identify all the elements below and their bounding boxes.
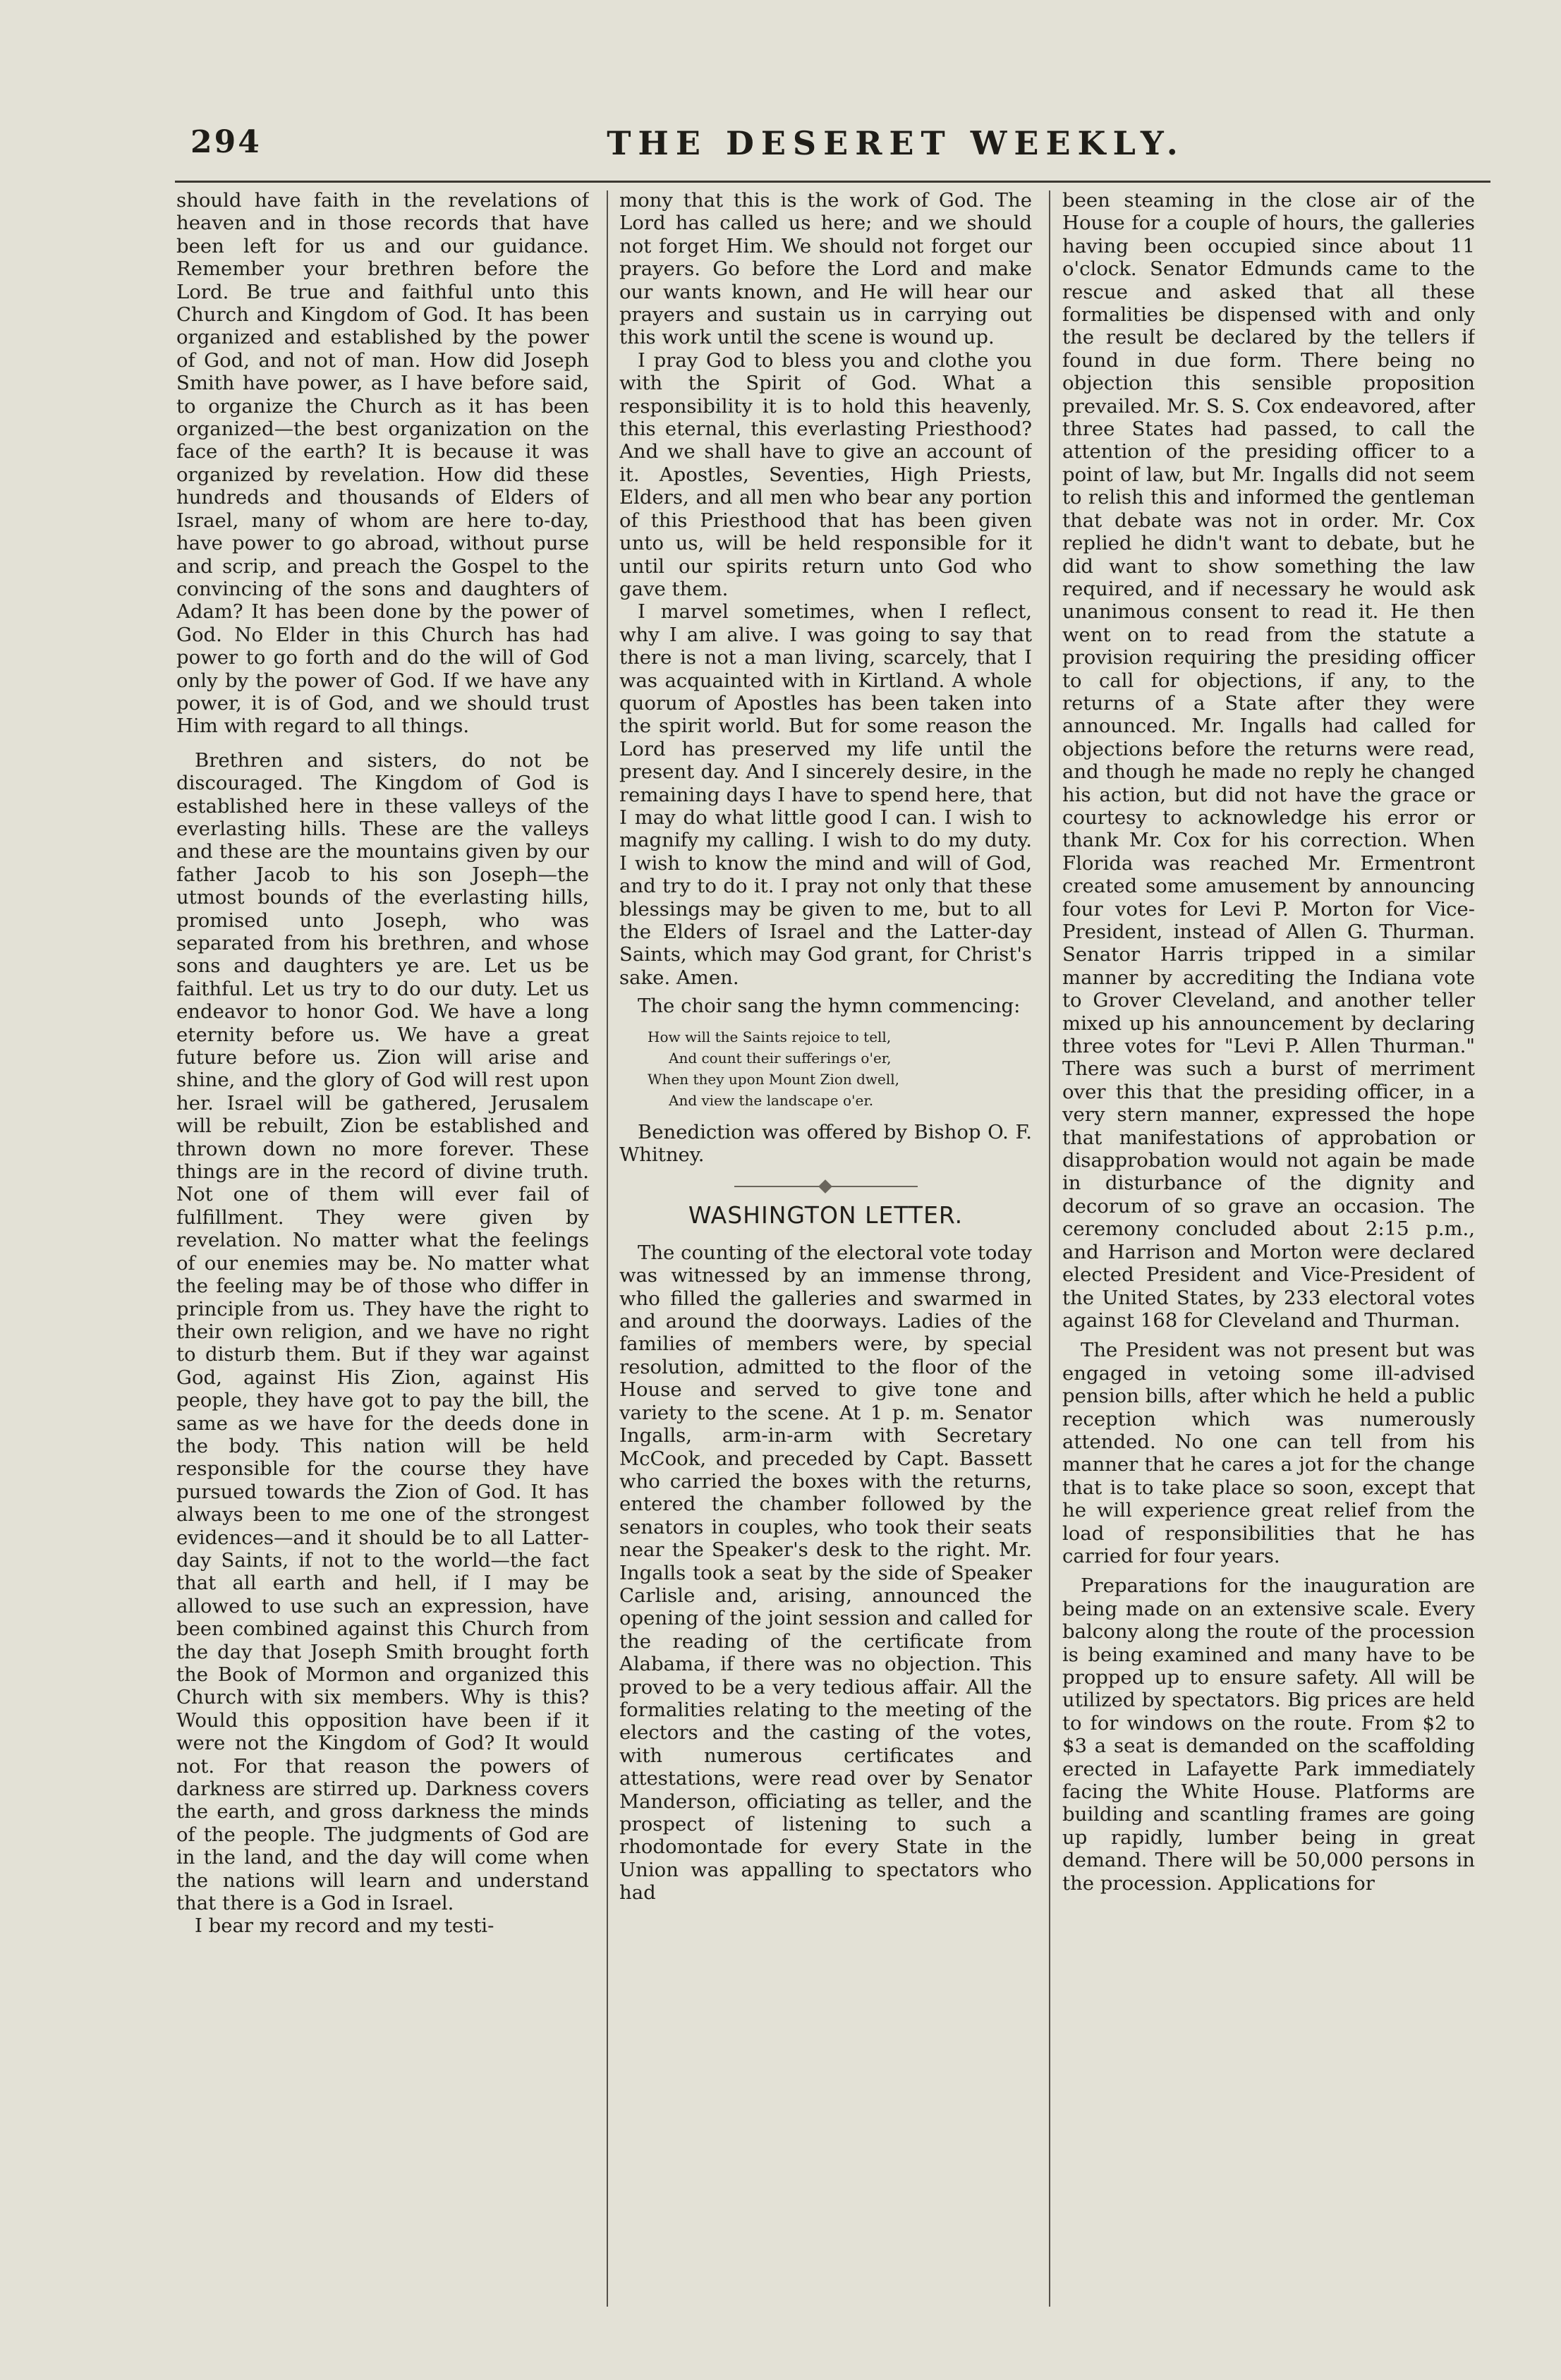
section-heading: WASHINGTON LETTER.: [688, 1201, 964, 1230]
column-2-paragraph: I pray God to bless you and clothe you with the Spirit of God. What a responsibility it is to hold this heavenly, this eternal, this everlasting Priesthood? And we shall have to give an account of it. Apostles, Seventies, High Priests, Elders, and all men who bear any portion of this Priesthood that has been given unto us, will be held responsible for it until our spirits return unto God who gave them.: [619, 348, 1032, 600]
column-2-paragraph: The choir sang the hymn commencing:: [638, 995, 1021, 1018]
column-divider: [607, 190, 608, 2307]
hymn-verse: [619, 1026, 1032, 1111]
column-2-paragraph: I marvel sometimes, when I reflect, why I am alive. I was going to say that there is not a man living, scarcely, that I was acquainted with in Kirtland. A whole quorum of Apostles has been taken into the spirit world. But for some reason the Lord has preserved my life until the present day. And I sincerely desire, in the remaining days I have to spend here, that I may do what little good I can. I wish to magnify my calling. I wish to do my duty. I wish to know the mind and will of God, and try to do it. I pray not only that these blessings may be given to me, but to all the Elders of Israel and the Latter-day Saints, which may God grant, for Christ's sake. Amen.: [619, 600, 1032, 989]
masthead-title: THE DESERET WEEKLY.: [607, 124, 1185, 162]
hymn-line: When they upon Mount Zion dwell,: [648, 1070, 900, 1088]
column-2-paragraph: Benediction was offered by Bishop O. F. Whitney.: [619, 1120, 1032, 1167]
page-header: [190, 124, 1502, 174]
header-rule: [175, 181, 1490, 183]
column-1-paragraph: should have faith in the revelations of heaven and in those records that have been left for us and our guidance. Remember your brethren before the Lord. Be true and faithful unto this Church and Kingdom of God. It has been organized and established by the power of God, and not of man. How did Joseph Smith have power, as I have before said, to organize the Church as it has been organized—the best organization on the face of the earth? It is because it was organized by revelation. How did these hundreds and thousands of Elders of Israel, many of whom are here to-day, have power to go abroad, without purse and scrip, and preach the Gospel to the convincing of the sons and daughters of Adam? It has been done by the power of God. No Elder in this Church has had power to go forth and do the will of God only by the power of God. If we have any power, it is of God, and we should trust Him with regard to all things.: [176, 189, 589, 738]
column-2-paragraph: The counting of the electoral vote today was witnessed by an immense throng, who filled the galleries and swarmed in and around the doorways. Ladies of the families of members were, by special resolution, admitted to the floor of the House and served to give tone and variety to the scene. At 1 p. m. Senator Ingalls, arm-in-arm with Secretary McCook, and preceded by Capt. Bassett who carried the boxes with the returns, entered the chamber followed by the senators in couples, who took their seats near the Speaker's desk to the right. Mr. Ingalls took a seat by the side of Speaker Carlisle and, arising, announced the opening of the joint session and called for the reading of the certificate from Alabama, if there was no objection. This proved to be a very tedious affair. All the formalities relating to the meeting of the electors and the casting of the votes, with numerous certificates and attestations, were read over by Senator Manderson, officiating as teller, and the prospect of listening to such a rhodomontade for every State in the Union was appalling to spectators who had: [619, 1241, 1032, 1905]
column-2: [619, 189, 1032, 2305]
column-3-paragraph: Preparations for the inauguration are being made on an extensive scale. Every balcony along the route of the procession is being examined and many have to be propped up to ensure safety. All will be utilized by spectators. Big prices are held to for windows on the route. From $2 to $3 a seat is demanded on the scaffolding erected in Lafayette Park immediately facing the White House. Platforms are building and scantling frames are going up rapidly, lumber being in great demand. There will be 50,000 persons in the procession. Applications for: [1062, 1574, 1475, 1895]
column-divider: [1049, 190, 1050, 2307]
hymn-line: How will the Saints rejoice to tell,: [648, 1028, 892, 1045]
column-3-paragraph: been steaming in the close air of the House for a couple of hours, the galleries having been occupied since about 11 o'clock. Senator Edmunds came to the rescue and asked that all these formalities be dispensed with and only the result be declared by the tellers if found in due form. There being no objection this sensible proposition prevailed. Mr. S. S. Cox endeavored, after three States had passed, to call the attention of the presiding officer to a point of law, but Mr. Ingalls did not seem to relish this and informed the gentleman that debate was not in order. Mr. Cox replied he didn't want to debate, but he did want to show something the law required, and if necessary he would ask unanimous consent to read it. He then went on to read from the statute a provision requiring the presiding officer to call for objections, if any, to the returns of a State after they were announced. Mr. Ingalls had called for objections before the returns were read, and though he made no reply he changed his action, but did not have the grace or courtesy to acknowledge his error or thank Mr. Cox for his correction. When Florida was reached Mr. Ermentront created some amusement by announcing four votes for Levi P. Morton for Vice-President, instead of Allen G. Thurman. Senator Harris tripped in a similar manner by accrediting the Indiana vote to Grover Cleveland, and another teller mixed up his announcement by declaring three votes for "Levi P. Allen Thurman." There was such a burst of merriment over this that the presiding officer, in a very stern manner, expressed the hope that manifestations of approbation or disapprobation would not again be made in disturbance of the dignity and decorum of so grave an occasion. The ceremony concluded about 2:15 p.m., and Harrison and Morton were declared elected President and Vice-President of the United States, by 233 electoral votes against 168 for Cleveland and Thurman.: [1062, 189, 1475, 1332]
column-1-paragraph: Brethren and sisters, do not be discouraged. The Kingdom of God is established here in these valleys of the everlasting hills. These are the valleys and these are the mountains given by our father Jacob to his son Joseph—the utmost bounds of the everlasting hills, promised unto Joseph, who was separated from his brethren, and whose sons and daughters ye are. Let us be faithful. Let us try to do our duty. Let us endeavor to honor God. We have a long eternity before us. We have a great future before us. Zion will arise and shine, and the glory of God will rest upon her. Israel will be gathered, Jerusalem will be rebuilt, Zion be established and thrown down no more forever. These things are in the record of divine truth. Not one of them will ever fail of fulfillment. They were given by revelation. No matter what the feelings of our enemies may be. No matter what the feeling may be of those who differ in principle from us. They have the right to their own religion, and we have no right to disturb them. But if they war against God, against His Zion, against His people, they have got to pay the bill, the same as we have for the deeds done in the body. This nation will be held responsible for the course they have pursued towards the Zion of God. It has always been to me one of the strongest evidences—and it should be to all Latter-day Saints, if not to the world—the fact that all earth and hell, if I may be allowed to use such an expression, have been combined against this Church from the day that Joseph Smith brought forth the Book of Mormon and organized this Church with six members. Why is this? Would this opposition have been if it were not the Kingdom of God? It would not. For that reason the powers of darkness are stirred up. Darkness covers the earth, and gross darkness the minds of the people. The judgments of God are in the land, and the day will come when the nations will learn and understand that there is a God in Israel.: [176, 748, 589, 1915]
hymn-line: And count their sufferings o'er,: [669, 1049, 892, 1067]
hymn-line: And view the landscape o'er.: [669, 1091, 874, 1109]
section-divider-ornament: [734, 1186, 918, 1187]
column-3-paragraph: The President was not present but was engaged in vetoing some ill-advised pension bills, after which he held a public reception which was numerously attended. No one can tell from his manner that he cares a jot for the change that is to take place so soon, except that he will experience great relief from the load of responsibilities that he has carried for four years.: [1062, 1339, 1475, 1567]
column-2-paragraph: mony that this is the work of God. The Lord has called us here; and we should not forget Him. We should not forget our prayers. Go before the Lord and make our wants known, and He will hear our prayers and sustain us in carrying out this work until the scene is wound up.: [619, 189, 1032, 349]
page-number: 294: [190, 124, 262, 160]
column-1-paragraph: I bear my record and my testi-: [195, 1914, 494, 1938]
column-3: [1062, 189, 1475, 2305]
column-1: [176, 189, 589, 2305]
